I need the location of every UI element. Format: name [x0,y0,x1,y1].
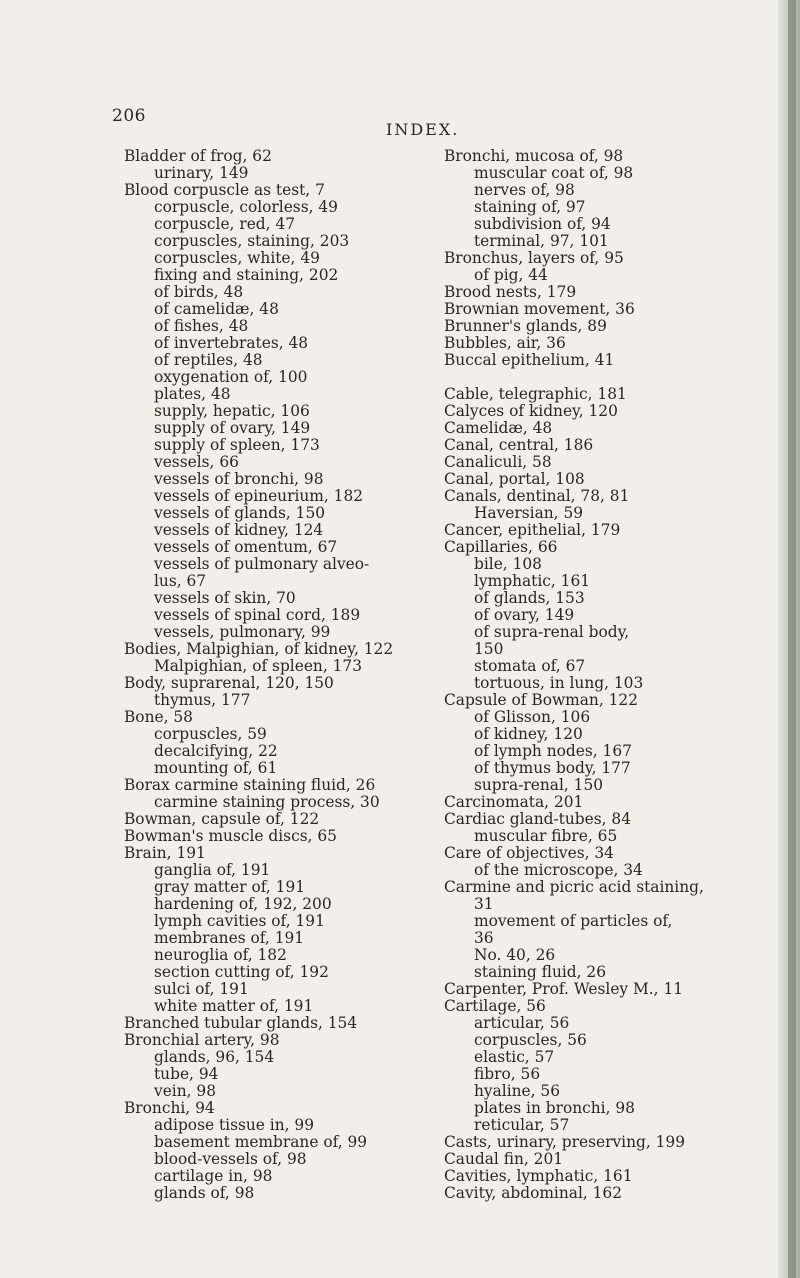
index-subentry: supra-renal, 150 [474,776,604,794]
index-entry: Bronchi, mucosa of, 98 [444,147,624,165]
index-subentry: hardening of, 192, 200 [154,895,332,913]
index-entry: Carpenter, Prof. Wesley M., 11 [444,980,684,998]
index-subentry: nerves of, 98 [474,181,575,199]
index-subentry: vessels of spinal cord, 189 [154,606,361,624]
index-subentry: of reptiles, 48 [154,351,263,369]
index-subentry: articular, 56 [474,1014,570,1032]
index-column-left [124,148,424,1202]
index-subentry: tortuous, in lung, 103 [474,674,644,692]
index-subentry: of ovary, 149 [474,606,575,624]
index-subentry: subdivision of, 94 [474,215,611,233]
index-entry: Bodies, Malpighian, of kidney, 122 [124,640,394,658]
index-subentry: staining of, 97 [474,198,586,216]
index-entry: Bubbles, air, 36 [444,334,566,352]
index-subentry: muscular coat of, 98 [474,164,634,182]
index-subentry: of glands, 153 [474,589,585,607]
index-entry: Bronchus, layers of, 95 [444,249,624,267]
index-subentry: vessels of bronchi, 98 [154,470,324,488]
index-entry: Buccal epithelium, 41 [444,351,615,369]
index-entry: Calyces of kidney, 120 [444,402,618,420]
index-subentry: of Glisson, 106 [474,708,591,726]
index-subentry: lymphatic, 161 [474,572,591,590]
index-entry: Borax carmine staining fluid, 26 [124,776,376,794]
index-entry: Cardiac gland-tubes, 84 [444,810,632,828]
index-subentry: vessels of epineurium, 182 [154,487,364,505]
index-entry: Body, suprarenal, 120, 150 [124,674,334,692]
index-subentry: vessels of pulmonary alveo- [154,555,370,573]
index-entry: Caudal fin, 201 [444,1150,564,1168]
index-entry: Carmine and picric acid staining, [444,878,704,896]
index-subentry: of the microscope, 34 [474,861,643,879]
index-subentry: supply, hepatic, 106 [154,402,310,420]
index-entry: Bronchi, 94 [124,1099,215,1117]
index-subentry: tube, 94 [154,1065,219,1083]
index-entry: Canaliculi, 58 [444,453,552,471]
index-subentry: basement membrane of, 99 [154,1133,368,1151]
index-subentry: elastic, 57 [474,1048,555,1066]
index-entry: Canal, portal, 108 [444,470,585,488]
index-subentry: hyaline, 56 [474,1082,561,1100]
index-subentry: vein, 98 [154,1082,217,1100]
index-subentry: thymus, 177 [154,691,251,709]
index-subentry: 31 [474,895,494,913]
index-subentry: gray matter of, 191 [154,878,306,896]
index-subentry: adipose tissue in, 99 [154,1116,314,1134]
index-subentry: of camelidæ, 48 [154,300,279,318]
index-subentry: of pig, 44 [474,266,548,284]
running-head: INDEX. [386,120,460,139]
index-entry: Bone, 58 [124,708,193,726]
index-subentry: membranes of, 191 [154,929,305,947]
index-subentry: Malpighian, of spleen, 173 [154,657,363,675]
index-subentry: lus, 67 [154,572,207,590]
index-subentry: staining fluid, 26 [474,963,606,981]
index-subentry: of lymph nodes, 167 [474,742,632,760]
index-entry: Cavities, lymphatic, 161 [444,1167,633,1185]
index-entry: Casts, urinary, preserving, 199 [444,1133,686,1151]
index-subentry: of thymus body, 177 [474,759,631,777]
index-subentry: of kidney, 120 [474,725,583,743]
index-entry: Brownian movement, 36 [444,300,635,318]
index-subentry: fibro, 56 [474,1065,541,1083]
index-subentry: terminal, 97, 101 [474,232,609,250]
index-subentry: decalcifying, 22 [154,742,278,760]
index-subentry: muscular fibre, 65 [474,827,618,845]
index-subentry: section cutting of, 192 [154,963,329,981]
index-subentry: fixing and staining, 202 [154,266,339,284]
index-entry: Care of objectives, 34 [444,844,614,862]
index-entry: Bowman's muscle discs, 65 [124,827,337,845]
index-subentry: corpuscles, 59 [154,725,267,743]
index-subentry: supply of ovary, 149 [154,419,311,437]
index-subentry: sulci of, 191 [154,980,249,998]
index-entry: Bronchial artery, 98 [124,1031,280,1049]
index-entry: Canal, central, 186 [444,436,594,454]
index-subentry: reticular, 57 [474,1116,570,1134]
index-subentry: vessels, 66 [154,453,239,471]
index-subentry: 36 [474,929,494,947]
index-entry: Brunner's glands, 89 [444,317,607,335]
index-subentry: carmine staining process, 30 [154,793,380,811]
index-subentry: vessels of kidney, 124 [154,521,324,539]
index-subentry: 150 [474,640,504,658]
index-subentry: of birds, 48 [154,283,244,301]
index-subentry: cartilage in, 98 [154,1167,273,1185]
index-subentry: of fishes, 48 [154,317,249,335]
index-entry: Capsule of Bowman, 122 [444,691,638,709]
index-entry: Brain, 191 [124,844,206,862]
index-entry: Bladder of frog, 62 [124,147,272,165]
index-subentry: bile, 108 [474,555,542,573]
index-entry: Cavity, abdominal, 162 [444,1184,623,1202]
index-entry: Brood nests, 179 [444,283,577,301]
index-subentry: vessels of glands, 150 [154,504,326,522]
index-entry: Carcinomata, 201 [444,793,584,811]
section-gap [444,369,774,386]
index-subentry: supply of spleen, 173 [154,436,320,454]
index-subentry: Haversian, 59 [474,504,584,522]
index-subentry: No. 40, 26 [474,946,556,964]
index-entry: Branched tubular glands, 154 [124,1014,358,1032]
index-column-right [444,148,774,1202]
index-subentry: blood-vessels of, 98 [154,1150,307,1168]
page-number: 206 [112,106,146,126]
index-entry: Camelidæ, 48 [444,419,553,437]
index-subentry: ganglia of, 191 [154,861,271,879]
index-subentry: neuroglia of, 182 [154,946,287,964]
index-subentry: glands of, 98 [154,1184,255,1202]
index-entry: Capillaries, 66 [444,538,558,556]
index-subentry: white matter of, 191 [154,997,314,1015]
index-subentry: stomata of, 67 [474,657,586,675]
index-subentry: corpuscles, staining, 203 [154,232,350,250]
index-subentry: vessels, pulmonary, 99 [154,623,331,641]
index-entry: Bowman, capsule of, 122 [124,810,320,828]
index-subentry: lymph cavities of, 191 [154,912,325,930]
index-subentry: movement of particles of, [474,912,673,930]
index-subentry: vessels of omentum, 67 [154,538,338,556]
index-subentry: oxygenation of, 100 [154,368,308,386]
index-subentry: corpuscle, red, 47 [154,215,296,233]
index-entry: Blood corpuscle as test, 7 [124,181,325,199]
index-subentry: corpuscles, 56 [474,1031,587,1049]
index-subentry: corpuscles, white, 49 [154,249,320,267]
index-entry: Cartilage, 56 [444,997,546,1015]
index-subentry: corpuscle, colorless, 49 [154,198,338,216]
index-subentry: of supra-renal body, [474,623,630,641]
index-subentry: mounting of, 61 [154,759,278,777]
index-subentry: of invertebrates, 48 [154,334,309,352]
index-entry: Cancer, epithelial, 179 [444,521,621,539]
index-entry: Cable, telegraphic, 181 [444,385,627,403]
index-subentry: urinary, 149 [154,164,249,182]
index-subentry: vessels of skin, 70 [154,589,296,607]
index-subentry: plates in bronchi, 98 [474,1099,635,1117]
index-subentry: glands, 96, 154 [154,1048,275,1066]
page-edge-shadow [788,0,796,1278]
index-entry: Canals, dentinal, 78, 81 [444,487,630,505]
index-subentry: plates, 48 [154,385,231,403]
